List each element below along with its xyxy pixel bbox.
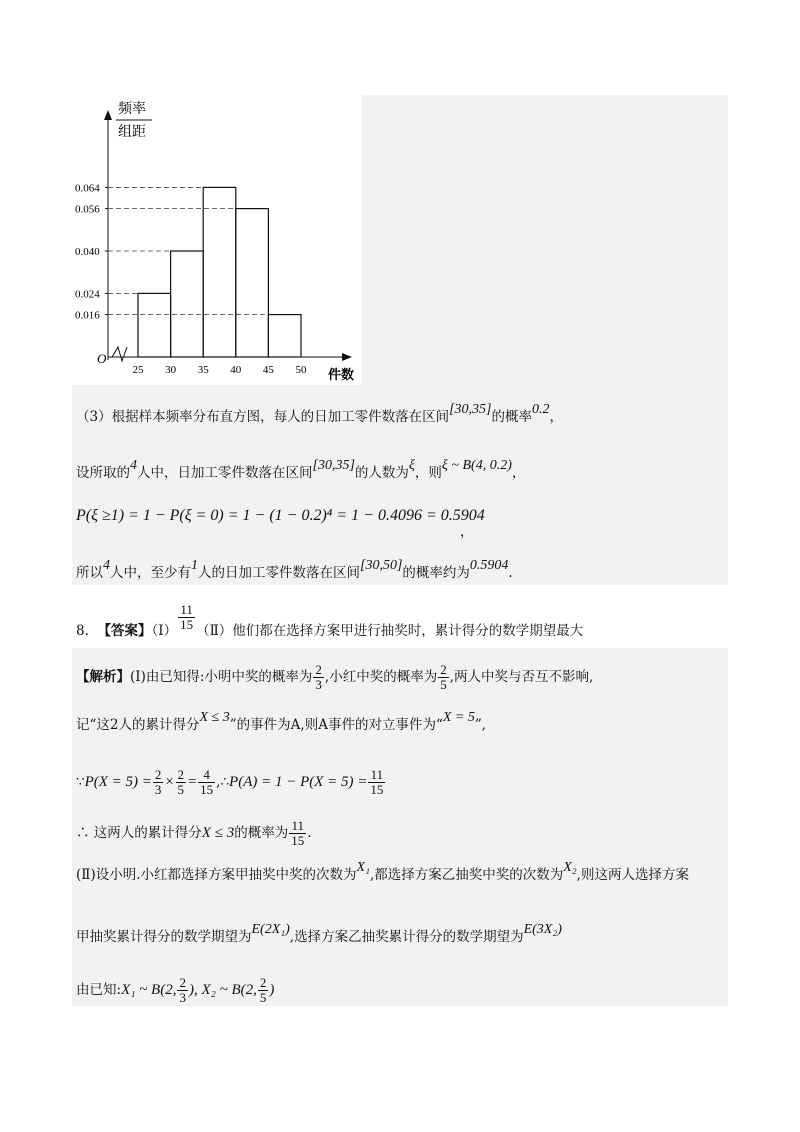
x-tick-label: 40 — [230, 364, 242, 376]
final-answer: 0.5904 — [469, 558, 509, 573]
histogram — [72, 95, 362, 385]
y-axis-arrow — [104, 110, 112, 120]
histogram-bar — [236, 209, 269, 357]
analysis-line-4: ∴ 这两人的累计得分X ≤ 3的概率为 $\frac{11}{15}$ . — [76, 818, 312, 848]
analysis-line-3: ∵P(X = 5) = $\frac{2}{3}$ × $\frac{2}{5}$ = $\frac{4}{15}$ ,∴P(A) = 1 − P(X = 5) = $\frac{11}{15}$ — [76, 767, 384, 797]
x-tick-label: 50 — [295, 364, 307, 376]
part3-formula-end: ， — [460, 524, 474, 540]
histogram-bar — [268, 315, 301, 357]
x-tick-label: 35 — [197, 364, 209, 376]
xi-distribution: ξ ~ B(4, 0.2) — [441, 458, 512, 473]
answer-tag: 【答案】 — [97, 623, 152, 639]
interval-30-50: [30,50] — [360, 558, 403, 573]
x-axis-arrow — [342, 353, 352, 361]
histogram-svg — [72, 95, 362, 385]
x-axis-label: 件数 — [328, 367, 355, 382]
histogram-bar — [203, 187, 236, 357]
y-tick-label: 0.024 — [75, 288, 100, 301]
y-tick-label: 0.056 — [75, 203, 100, 216]
x-tick-label: 25 — [132, 364, 144, 376]
ylabel-top: 频率 — [118, 102, 146, 117]
histogram-bar — [138, 293, 171, 357]
prob-value: 0.2 — [532, 402, 550, 417]
part3-line-1: （3）根据样本频率分布直方图，每人的日加工零件数落在区间[30,35]的概率0.2， — [76, 402, 563, 425]
q8-number: 8. — [76, 623, 89, 639]
y-tick-label: 0.040 — [75, 246, 100, 258]
answer-fraction: $\frac{11}{15}$ — [180, 602, 194, 632]
y-tick-label: 0.064 — [75, 182, 100, 195]
origin-label: O — [97, 351, 107, 366]
analysis-line-1: 【解析】(Ⅰ)由已知得:小明中奖的概率为 $\frac{2}{3}$ ,小红中奖的概率为 $\frac{2}{5}$ ,两人中奖与否互不影响, — [76, 662, 594, 692]
part3-formula: P(ξ ≥1) = 1 − P(ξ = 0) = 1 − (1 − 0.2)⁴ = 1 − 0.4096 = 0.5904 — [76, 507, 485, 524]
x-tick-label: 30 — [165, 364, 177, 376]
y-tick-label: 0.016 — [75, 309, 100, 322]
part3-line-2: 设所取的4人中，日加工零件数落在区间[30,35]的人数为ξ，则ξ ~ B(4, 0.2)， — [76, 458, 526, 481]
analysis-tag: 【解析】 — [76, 669, 130, 685]
x-tick-label: 45 — [262, 364, 274, 376]
analysis-line-5: (Ⅱ)设小明.小红都选择方案甲抽奖中奖的次数为X₁,都选择方案乙抽奖中奖的次数为X₂,则这两人选择方案 — [76, 860, 689, 883]
histogram-bar — [171, 251, 204, 357]
analysis-line-2: 记“这2人的累计得分X ≤ 3”的事件为A,则A事件的对立事件为“X = 5”, — [76, 710, 487, 733]
ylabel-bottom: 组距 — [118, 125, 146, 140]
q8-answer-line: 8. 【答案】（Ⅰ） $\frac{11}{15}$ （Ⅱ）他们都在选择方案甲进行抽奖时，累计得分的数学期望最大 — [76, 602, 584, 639]
analysis-line-7: 由已知:X₁ ~ B(2, $\frac{2}{3}$ ), X₂ ~ B(2, $\frac{2}{5}$ ) — [76, 975, 275, 1005]
part3-line-4: 所以4人中，至少有1人的日加工零件数落在区间[30,50]的概率约为0.5904. — [76, 558, 513, 581]
axis-break — [112, 347, 127, 361]
interval-30-35: [30,35] — [449, 402, 492, 417]
analysis-line-6: 甲抽奖累计得分的数学期望为E(2X₁),选择方案乙抽奖累计得分的数学期望为E(3X₂) — [76, 922, 562, 945]
